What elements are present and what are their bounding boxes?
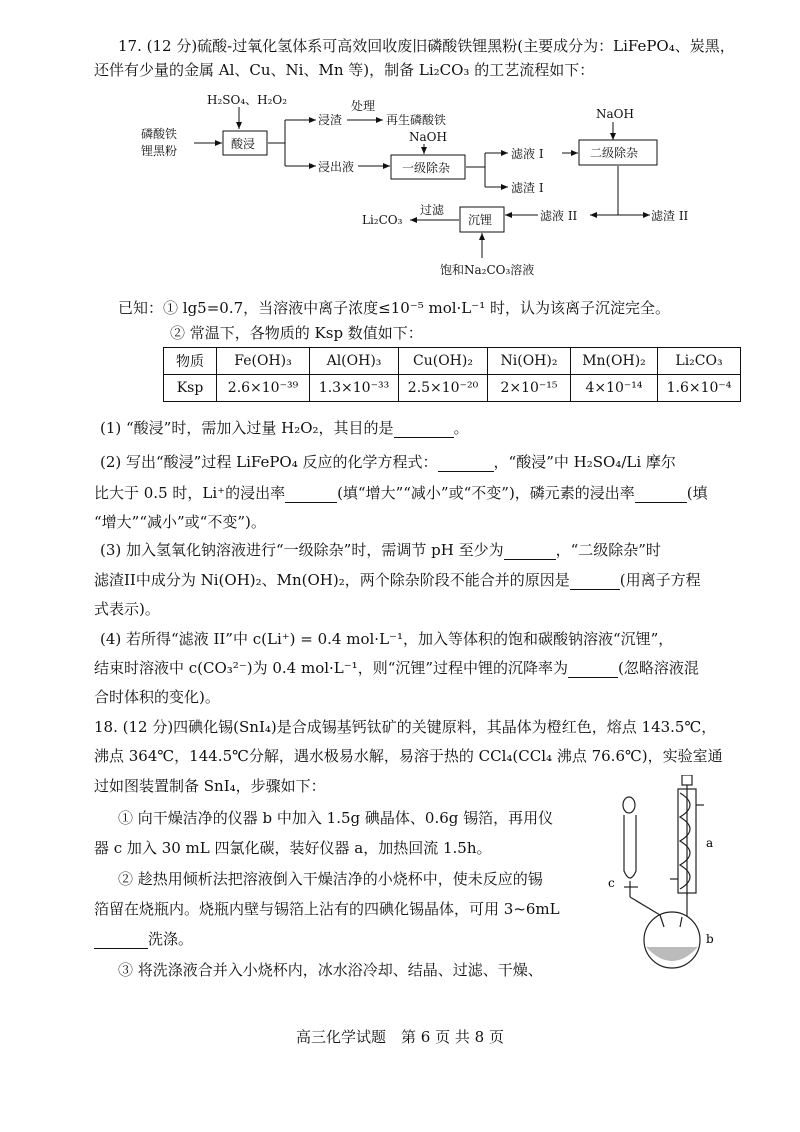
q17-line2: 还伴有少量的金属 Al、Cu、Ni、Mn 等)，制备 Li₂CO₃ 的工艺流程如下： — [94, 61, 595, 79]
q18-step2-l1: ② 趁热用倾析法把溶液倒入干燥洁净的小烧杯中，使未反应的锡 — [118, 870, 543, 888]
answer-blank[interactable] — [570, 573, 620, 590]
flow-reagent-acid: H₂SO₄、H₂O₂ — [207, 93, 288, 107]
label-c: c — [608, 876, 615, 890]
ksp-v1: 2.6×10⁻³⁹ — [217, 375, 310, 402]
flow-box-acid-leach-label: 酸浸 — [231, 137, 256, 151]
q17-sub2-text2: ，“酸浸”中 H₂SO₄/Li 摩尔 — [493, 453, 676, 471]
condenser-top — [682, 775, 692, 785]
q17-sub4-text: 结束时溶液中 c(CO₃²⁻)为 0.4 mol·L⁻¹，则“沉锂”过程中锂的沉降率为 — [94, 659, 569, 677]
ksp-h6: Li₂CO₃ — [658, 348, 741, 375]
flow-residue1: 滤渣 I — [511, 181, 544, 195]
ksp-h4: Ni(OH)₂ — [488, 348, 571, 375]
page-footer: 高三化学试题 第 6 页 共 8 页 — [296, 1028, 504, 1046]
flow-residue2: 滤渣 II — [651, 209, 689, 223]
answer-blank[interactable] — [94, 932, 148, 949]
flow-raw2: 锂黑粉 — [141, 144, 178, 158]
ksp-v3: 2.5×10⁻²⁰ — [399, 375, 488, 402]
q18-step1-l2: 器 c 加入 30 mL 四氯化碳，装好仪器 a，加热回流 1.5h。 — [94, 839, 492, 857]
known-1: 已知：① lg5=0.7，当溶液中离子浓度≤10⁻⁵ mol·L⁻¹ 时，认为该离子沉淀完全。 — [118, 299, 670, 317]
q17-sub4-l1: (4) 若所得“滤液 II”中 c(Li⁺) = 0.4 mol·L⁻¹，加入等体积的饱和碳酸钠溶液“沉锂”， — [100, 630, 674, 648]
q17-sub2-l3: “增大”“减小”或“不变”)。 — [94, 513, 266, 531]
q17-line1: 17. (12 分)硫酸-过氧化氢体系可高效回收废旧磷酸铁锂黑粉(主要成分为：LiFePO₄、炭黑， — [118, 37, 735, 55]
q17-sub2-text: (2) 写出“酸浸”过程 LiFePO₄ 反应的化学方程式： — [100, 453, 438, 471]
q17-sub1 — [100, 418, 469, 438]
flow-residue: 浸渣 — [318, 113, 343, 127]
q18-line1: 18. (12 分)四碘化锡(SnI₄)是合成锡基钙钛矿的关键原料，其晶体为橙红色，熔点 143.5℃， — [94, 718, 717, 736]
flow-box-stage1-label: 一级除杂 — [402, 161, 451, 175]
q17-sub3-text4: (用离子方程 — [619, 571, 701, 589]
q17-sub1-end: 。 — [453, 419, 469, 437]
q17-sub2-l2 — [94, 483, 708, 503]
answer-blank[interactable] — [568, 661, 618, 678]
funnel-stopper — [623, 797, 635, 813]
flow-leachate: 浸出液 — [318, 160, 355, 174]
reflux-apparatus-figure — [600, 775, 760, 985]
q17-sub2-text4: (填“增大”“减小”或“不变”)，磷元素的浸出率 — [337, 484, 635, 502]
q18-line2: 沸点 364℃，144.5℃分解，遇水极易水解，易溶于热的 CCl₄(CCl₄ 沸点 76.6℃)，实验室通 — [94, 747, 723, 765]
flow-naoh2: NaOH — [596, 107, 634, 121]
ksp-h0: 物质 — [164, 348, 217, 375]
q17-sub4-l3: 合时体积的变化)。 — [94, 688, 220, 706]
process-flow-diagram — [0, 0, 800, 300]
flask-liquid — [646, 947, 698, 961]
q17-sub2-l1 — [100, 452, 676, 472]
q17-sub2-text3: 比大于 0.5 时，Li⁺的浸出率 — [94, 484, 286, 502]
ksp-h3: Cu(OH)₂ — [399, 348, 488, 375]
flow-product: Li₂CO₃ — [362, 213, 403, 227]
q18-step3: ③ 将洗涤液合并入小烧杯内，冰水浴冷却、结晶、过滤、干燥、 — [118, 961, 543, 979]
ksp-v4: 2×10⁻¹⁵ — [488, 375, 571, 402]
ksp-header-row — [164, 348, 741, 375]
answer-blank[interactable] — [438, 455, 494, 472]
q17-sub3-text3: 滤渣II中成分为 Ni(OH)₂、Mn(OH)₂，两个除杂阶段不能合并的原因是 — [94, 571, 570, 589]
q17-sub3-text: (3) 加入氢氧化钠溶液进行“一级除杂”时，需调节 pH 至少为 — [100, 541, 504, 559]
q18-line3: 过如图装置制备 SnI₄，步骤如下： — [94, 777, 326, 795]
label-a: a — [706, 836, 714, 850]
q17-sub2-text5: (填 — [686, 484, 708, 502]
q18-step1-l1: ① 向干燥洁净的仪器 b 中加入 1.5g 碘晶体、0.6g 锡箔，再用仪 — [118, 809, 554, 827]
answer-blank[interactable] — [285, 486, 337, 503]
q17-sub3-l3: 式表示)。 — [94, 600, 160, 618]
flow-treat: 处理 — [351, 99, 376, 113]
ksp-table — [163, 347, 741, 402]
ksp-h2: Al(OH)₃ — [310, 348, 399, 375]
q17-sub3-l2 — [94, 570, 701, 590]
flow-na2co3: 饱和Na₂CO₃溶液 — [440, 263, 535, 277]
flow-regen: 再生磷酸铁 — [386, 113, 447, 127]
flow-naoh1: NaOH — [409, 130, 447, 144]
q18-step2-l2: 箔留在烧瓶内。烧瓶内壁与锡箔上沾有的四碘化锡晶体，可用 3~6mL — [94, 900, 560, 918]
q17-sub3-text2: ，“二级除杂”时 — [555, 541, 661, 559]
q17-sub4-text2: (忽略溶液混 — [618, 659, 699, 677]
ksp-value-row — [164, 375, 741, 402]
flow-box-stage2-label: 二级除杂 — [590, 146, 639, 160]
flow-filter: 过滤 — [420, 203, 445, 217]
q17-sub1-text: (1) “酸浸”时，需加入过量 H₂O₂，其目的是 — [100, 419, 394, 437]
answer-blank[interactable] — [504, 543, 556, 560]
q17-sub4-l2 — [94, 658, 699, 678]
ksp-v0: Ksp — [164, 375, 217, 402]
answer-blank[interactable] — [394, 421, 454, 438]
ksp-h5: Mn(OH)₂ — [571, 348, 658, 375]
q18-step2-l3 — [94, 929, 193, 949]
label-b: b — [706, 932, 714, 946]
answer-blank[interactable] — [635, 486, 687, 503]
known-2: ② 常温下，各物质的 Ksp 数值如下： — [170, 324, 423, 342]
flow-filtrate2: 滤液 II — [540, 209, 578, 223]
ksp-v2: 1.3×10⁻³³ — [310, 375, 399, 402]
ksp-h1: Fe(OH)₃ — [217, 348, 310, 375]
ksp-v5: 4×10⁻¹⁴ — [571, 375, 658, 402]
q17-sub3-l1 — [100, 540, 661, 560]
flow-filtrate1: 滤液 I — [511, 147, 544, 161]
ksp-v6: 1.6×10⁻⁴ — [658, 375, 741, 402]
flow-raw1: 磷酸铁 — [141, 127, 178, 141]
flow-box-li-label: 沉锂 — [468, 213, 493, 227]
q18-step2-end: 洗涤。 — [148, 930, 194, 948]
